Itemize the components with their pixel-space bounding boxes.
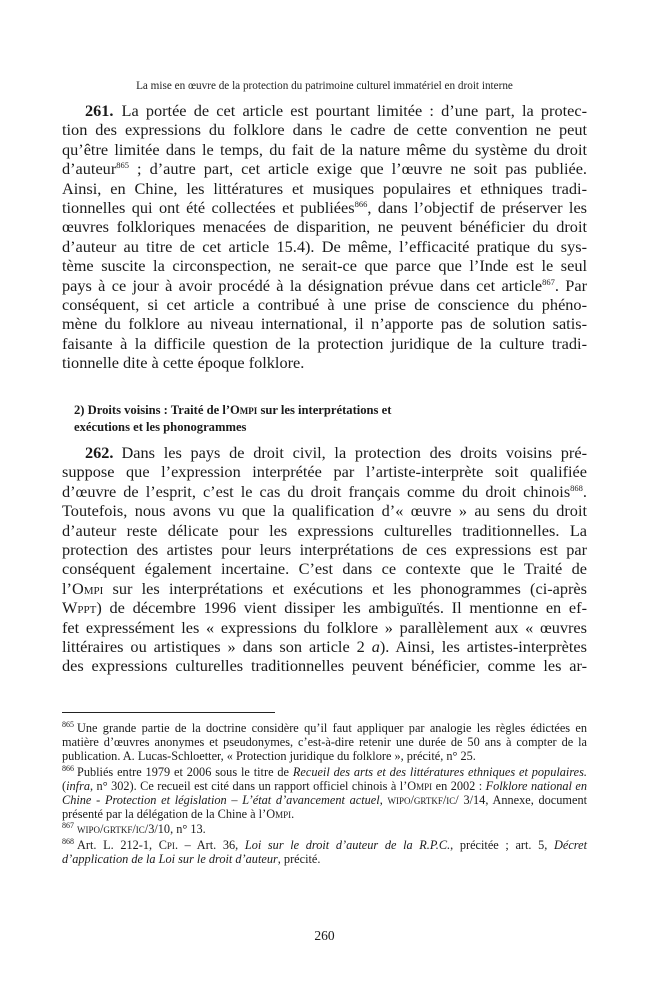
paragraph-line: littéraires ou artistiques » dans son article 2 a). Ainsi, les artistes-interprètes xyxy=(62,637,587,657)
footnote-865: $^{865}$ Une grande partie de la doctrine considère qu’il faut appliquer par analogie les règles édictées en matière d’œuvres anonymes et pseudonymes, c’est-à-dire retenir une durée de 50 ans à compter de la publication. A. Lucas-Schloetter, « Protection juridique du folklore », précité, n° 25. xyxy=(62,720,587,764)
paragraph-line: Wppt) de décembre 1996 vient dissiper les ambiguïtés. Il mentionne en ef- xyxy=(62,598,587,618)
footnote-number: 867 xyxy=(62,821,74,831)
footnote-number: 868 xyxy=(62,836,74,846)
paragraph-line: 261. La portée de cet article est pourtant limitée : d’une part, la protec- xyxy=(85,101,587,120)
paragraph-number: 262. xyxy=(85,443,114,462)
paragraph-line: Toutefois, nous avons vu que la qualification d’« œuvre » au sens du droit xyxy=(62,501,587,521)
paragraph-262 xyxy=(62,443,587,676)
page-number: 260 xyxy=(314,928,335,943)
subheading-text: 2) Droits voisins : Traité de l’Ompi sur les interprétations et xyxy=(74,403,392,417)
footnote-ref[interactable]: 866 xyxy=(354,199,368,210)
paragraph-line: protection des artistes pour leurs interprétations de ces expressions est par xyxy=(62,540,587,560)
footnotes xyxy=(62,721,587,867)
footnote-ref[interactable]: 867 xyxy=(542,276,555,287)
paragraph-line: l’Ompi sur les interprétations et exécutions et les phonogrammes (ci-après xyxy=(62,578,587,598)
footnote-ref[interactable]: 868 xyxy=(570,482,583,493)
paragraph-261 xyxy=(62,101,587,373)
subheading-line-2: exécutions et les phonogrammes xyxy=(74,419,247,434)
paragraph-line: d’auteur reste délicate pour les expressions culturelles traditionnelles. La xyxy=(62,520,587,540)
paragraph-line: conséquent, si cet article a contribué à une prise de conscience du phéno- xyxy=(62,295,587,315)
paragraph-line: œuvres folkloriques menacées de disparition, ne peuvent bénéficier du droit xyxy=(62,217,587,237)
paragraph-line: tionnelle dite à cette époque folklore. xyxy=(62,353,305,373)
paragraph-line: pays à ce jour à avoir procédé à la désignation prévue dans cet article$^{867}$. Par xyxy=(62,275,587,295)
running-head: La mise en œuvre de la protection du patrimoine culturel immatériel en droit interne xyxy=(136,80,513,92)
footnote-number: 866 xyxy=(62,763,74,773)
paragraph-line: d’auteur$^{865}$ ; d’autre part, cet article exige que l’œuvre ne soit pas publiée. xyxy=(62,159,587,179)
paragraph-line: des expressions culturelles traditionnelles peuvent bénéficier, comme les ar- xyxy=(62,656,587,676)
paragraph-line: fet expressément les « expressions du folklore » parallèlement aux « œuvres xyxy=(62,617,587,637)
footnote-868: $^{868}$ Art. L. 212-1, Cpi. – Art. 36, Loi sur le droit d’auteur de la R.P.C., précitée ; art. 5, Décret d’application de la Loi sur le droit d’auteur, précité. xyxy=(62,836,587,866)
paragraph-line: conséquent également incertaine. C’est dans ce contexte que le Traité de xyxy=(62,559,587,579)
paragraph-line: suppose que l’expression interprétée par l’artiste-interprète soit qualifiée xyxy=(62,462,587,482)
paragraph-line: 262. Dans les pays de droit civil, la protection des droits voisins pré- xyxy=(85,443,587,462)
paragraph-line: d’auteur au titre de cet article 15.4). De même, l’efficacité pratique du sys- xyxy=(62,236,587,256)
footnote-867: $^{867}$ wipo/grtkf/ic/3/10, n° 13. xyxy=(62,821,206,837)
footnote-separator xyxy=(62,712,275,713)
paragraph-line: tion des expressions du folklore dans le cadre de cette convention ne peut xyxy=(62,120,587,140)
paragraph-line: tème suscite la circonspection, ne serait-ce que parce que l’Inde est le seul xyxy=(62,256,587,276)
paragraph-line: d’œuvre de l’esprit, c’est le cas du droit français comme du droit chinois$^{868}$. xyxy=(62,481,587,501)
footnote-866: $^{866}$ Publiés entre 1979 et 2006 sous le titre de Recueil des arts et des littératures ethniques et populaires. (infra, n° 302). Ce recueil est cité dans un rapport officiel chinois à l’Ompi en 2002 : Folklore national en Chine - Protection et législation – L’état d’avancement actuel, wipo/grtkf/ic/ 3/14, Annexe, document présenté par la délégation de la Chine à l’Ompi. xyxy=(62,763,588,822)
paragraph-line: tionnelles qui ont été collectées et publiées$^{866}$, dans l’objectif de préserver les xyxy=(62,198,588,218)
footnote-number: 865 xyxy=(62,720,74,729)
footnote-ref[interactable]: 865 xyxy=(116,160,129,171)
paragraph-line: faisante à la difficile question de la protection juridique de la culture tradi- xyxy=(62,333,587,353)
paragraph-line: Ainsi, en Chine, les littératures et musiques populaires et ethniques tradi- xyxy=(62,178,587,198)
paragraph-number: 261. xyxy=(85,101,114,120)
section-subheading xyxy=(62,402,582,435)
paragraph-line: mène du folklore au niveau international, il n’apporte pas de solution satis- xyxy=(62,314,587,334)
paragraph-line: qu’être limitée dans le temps, du fait de la nature même du système du droit xyxy=(62,139,587,159)
